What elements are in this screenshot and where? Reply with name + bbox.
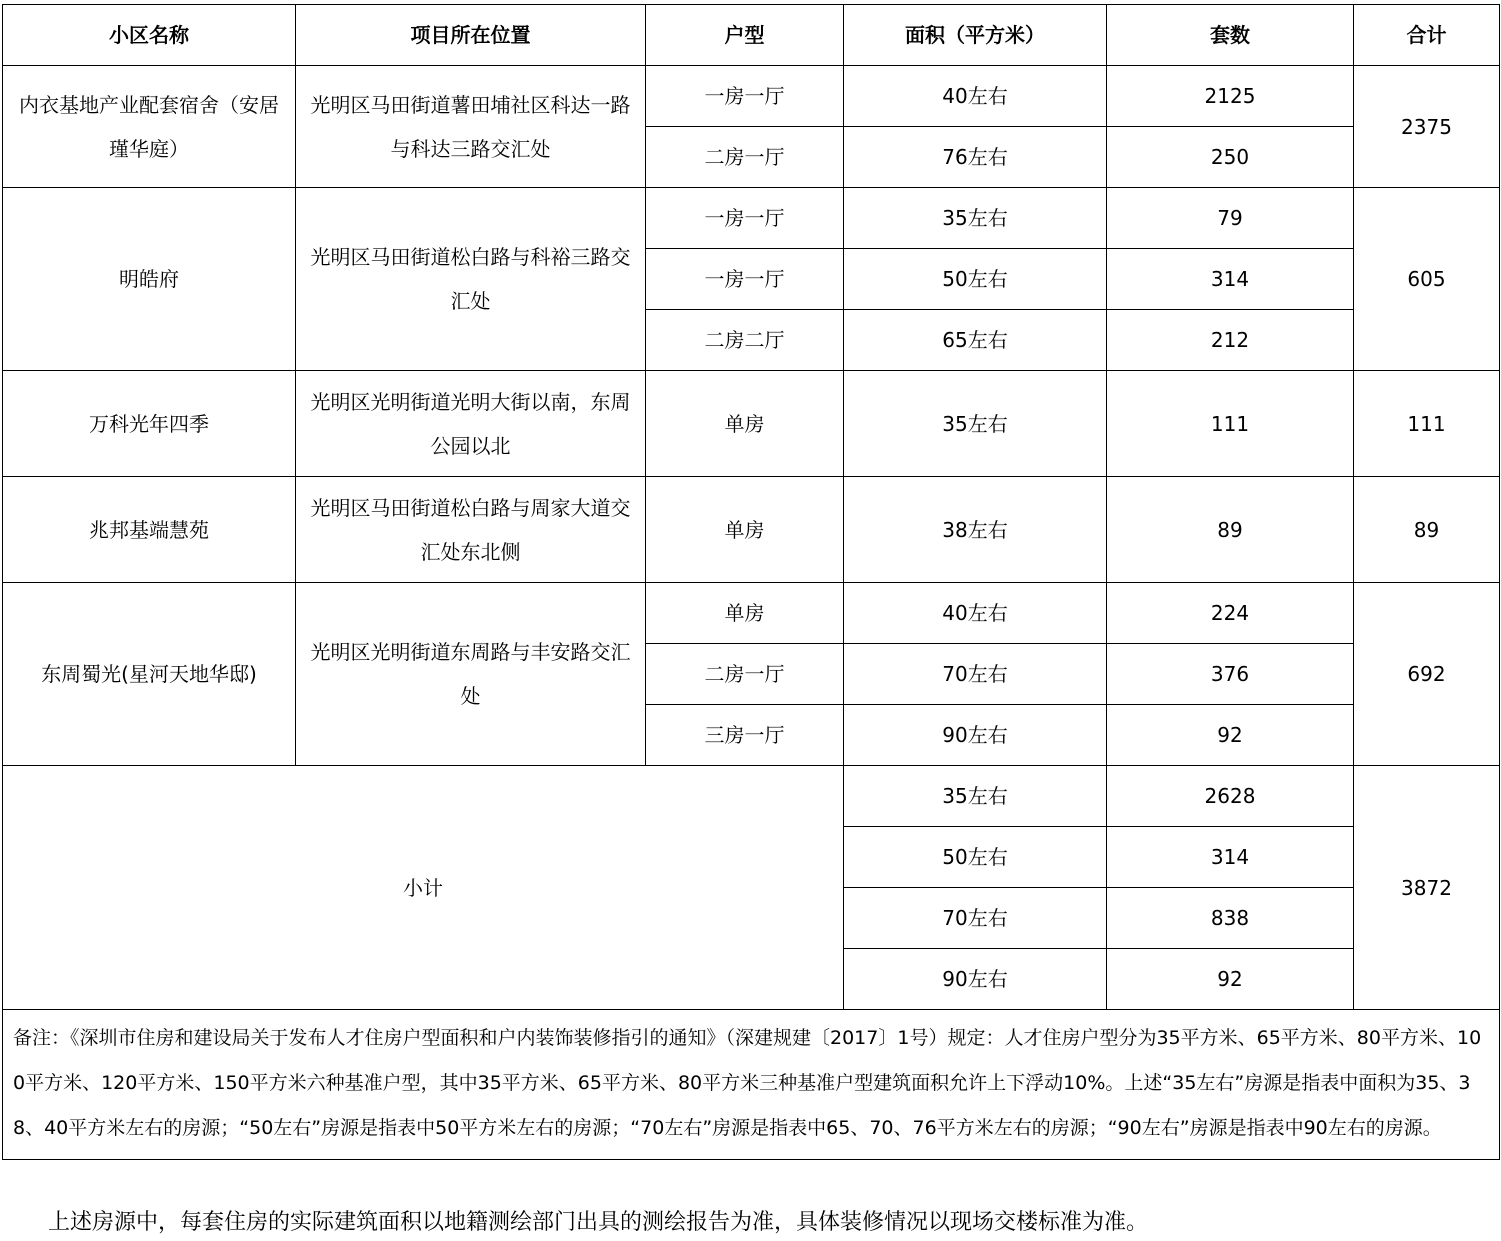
project-name: 内衣基地产业配套宿舍（安居瑾华庭） (3, 66, 296, 188)
unit-count: 2125 (1107, 66, 1354, 127)
subtotal-label: 小计 (3, 766, 844, 1010)
project-location: 光明区光明街道光明大街以南，东周公园以北 (296, 371, 646, 477)
unit-count: 79 (1107, 188, 1354, 249)
header-type: 户型 (646, 5, 844, 66)
unit-type: 二房二厅 (646, 310, 844, 371)
subtotal-area: 35左右 (844, 766, 1107, 827)
unit-type: 单房 (646, 477, 844, 583)
unit-area: 35左右 (844, 188, 1107, 249)
housing-table (2, 4, 1500, 1160)
header-count: 套数 (1107, 5, 1354, 66)
unit-type: 二房一厅 (646, 644, 844, 705)
unit-count: 250 (1107, 127, 1354, 188)
project-location: 光明区光明街道东周路与丰安路交汇处 (296, 583, 646, 766)
unit-count: 212 (1107, 310, 1354, 371)
project-total: 692 (1354, 583, 1500, 766)
table-row (3, 66, 1500, 127)
subtotal-count: 838 (1107, 888, 1354, 949)
project-total: 111 (1354, 371, 1500, 477)
unit-area: 40左右 (844, 583, 1107, 644)
unit-area: 76左右 (844, 127, 1107, 188)
unit-area: 65左右 (844, 310, 1107, 371)
project-total: 89 (1354, 477, 1500, 583)
subtotal-area: 70左右 (844, 888, 1107, 949)
subtotal-row (3, 766, 1500, 827)
unit-area: 90左右 (844, 705, 1107, 766)
unit-type: 二房一厅 (646, 127, 844, 188)
unit-type: 三房一厅 (646, 705, 844, 766)
subtotal-total: 3872 (1354, 766, 1500, 1010)
unit-type: 一房一厅 (646, 66, 844, 127)
subtotal-area: 90左右 (844, 949, 1107, 1010)
subtotal-area: 50左右 (844, 827, 1107, 888)
header-total: 合计 (1354, 5, 1500, 66)
project-name: 万科光年四季 (3, 371, 296, 477)
subtotal-count: 92 (1107, 949, 1354, 1010)
project-name: 明皓府 (3, 188, 296, 371)
unit-count: 111 (1107, 371, 1354, 477)
project-name: 兆邦基端慧苑 (3, 477, 296, 583)
footer-text: 上述房源中，每套住房的实际建筑面积以地籍测绘部门出具的测绘报告为准，具体装修情况以现场交楼标准为准。 (48, 1210, 1149, 1235)
unit-type: 一房一厅 (646, 188, 844, 249)
unit-type: 一房一厅 (646, 249, 844, 310)
unit-area: 38左右 (844, 477, 1107, 583)
project-location: 光明区马田街道松白路与周家大道交汇处东北侧 (296, 477, 646, 583)
project-location: 光明区马田街道松白路与科裕三路交汇处 (296, 188, 646, 371)
table-row (3, 188, 1500, 249)
header-row (3, 5, 1500, 66)
header-name: 小区名称 (3, 5, 296, 66)
note-text: 备注：《深圳市住房和建设局关于发布人才住房户型面积和户内装饰装修指引的通知》（深建规建〔2017〕1号）规定：人才住房户型分为35平方米、65平方米、80平方米、100平方米、120平方米、150平方米六种基准户型，其中35平方米、65平方米、80平方米三种基准户型建筑面积允许上下浮动10%。上述“35左右”房源是指表中面积为35、38、40平方米左右的房源；“50左右”房源是指表中50平方米左右的房源；“70左右”房源是指表中65、70、76平方米左右的房源；“90左右”房源是指表中90左右的房源。 (3, 1010, 1500, 1160)
table-row (3, 583, 1500, 644)
unit-area: 70左右 (844, 644, 1107, 705)
header-location: 项目所在位置 (296, 5, 646, 66)
project-total: 2375 (1354, 66, 1500, 188)
unit-area: 35左右 (844, 371, 1107, 477)
unit-area: 50左右 (844, 249, 1107, 310)
unit-count: 89 (1107, 477, 1354, 583)
unit-type: 单房 (646, 371, 844, 477)
unit-area: 40左右 (844, 66, 1107, 127)
subtotal-count: 2628 (1107, 766, 1354, 827)
unit-count: 92 (1107, 705, 1354, 766)
unit-count: 224 (1107, 583, 1354, 644)
table-row (3, 477, 1500, 583)
header-area: 面积（平方米） (844, 5, 1107, 66)
project-name: 东周蜀光(星河天地华邸) (3, 583, 296, 766)
project-location: 光明区马田街道薯田埔社区科达一路与科达三路交汇处 (296, 66, 646, 188)
project-total: 605 (1354, 188, 1500, 371)
note-row (3, 1010, 1500, 1160)
table-row (3, 371, 1500, 477)
unit-type: 单房 (646, 583, 844, 644)
unit-count: 314 (1107, 249, 1354, 310)
subtotal-count: 314 (1107, 827, 1354, 888)
unit-count: 376 (1107, 644, 1354, 705)
